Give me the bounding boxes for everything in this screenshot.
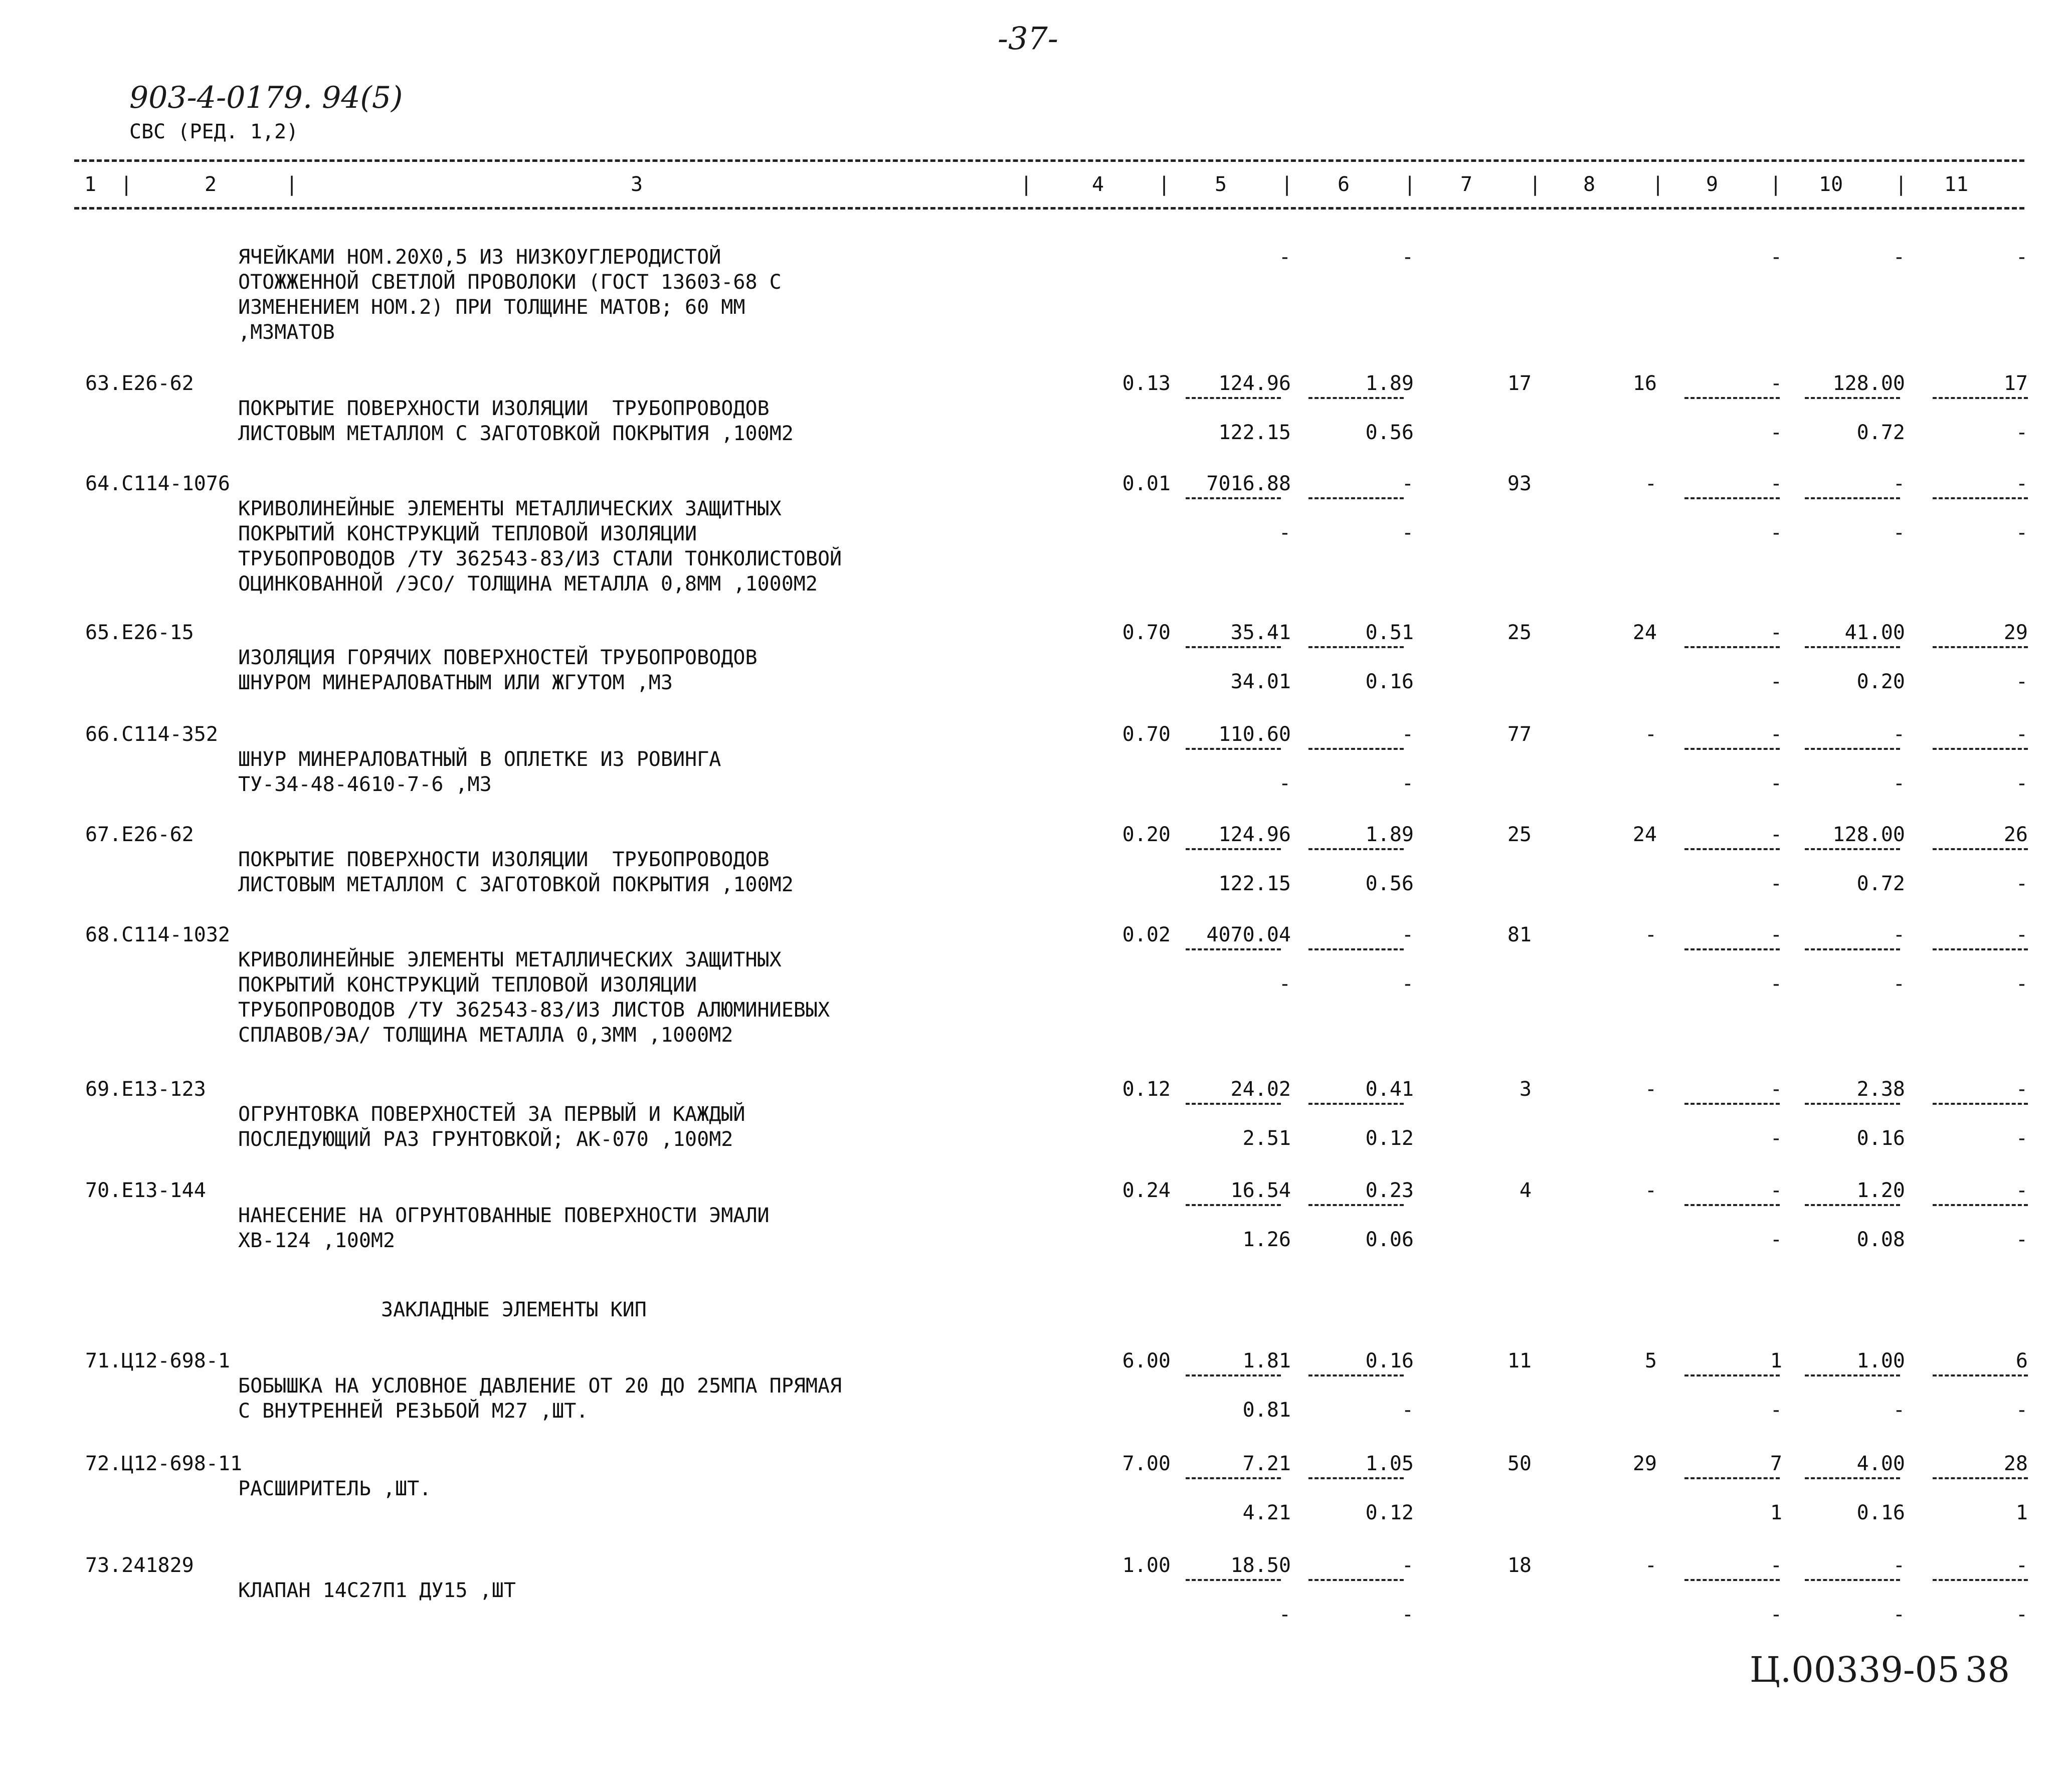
cell-c11b: -	[2015, 521, 2028, 544]
cell-c7: 11	[1507, 1349, 1532, 1372]
column-number: 3	[631, 173, 643, 196]
cell-c10b: -	[1893, 772, 1905, 795]
column-separator: |	[1158, 173, 1171, 196]
column-number: 2	[205, 173, 217, 196]
cell-underline	[1684, 848, 1780, 850]
cell-c8: -	[1644, 923, 1657, 946]
cell-c9: -	[1770, 823, 1782, 846]
cell-c11b: -	[2015, 670, 2028, 693]
cell-underline	[1933, 1477, 2028, 1479]
column-separator: |	[1404, 173, 1416, 196]
cell-underline	[1186, 1204, 1281, 1206]
cell-c4: 0.12	[1122, 1078, 1171, 1101]
cell-underline	[1186, 397, 1281, 399]
cell-c10b: -	[1893, 972, 1905, 996]
section-title: ЗАКЛАДНЫЕ ЭЛЕМЕНТЫ КИП	[381, 1298, 647, 1321]
cell-c11: -	[2015, 723, 2028, 746]
cell-c5b: -	[1278, 521, 1291, 544]
cell-c11: -	[2015, 1554, 2028, 1577]
cell-c5b: 0.81	[1242, 1399, 1291, 1422]
cell-underline	[1308, 646, 1404, 648]
cell-underline	[1684, 1204, 1780, 1206]
cell-c11b: -	[2015, 1399, 2028, 1422]
cell-underline	[1805, 1204, 1900, 1206]
cell-c7: 3	[1519, 1078, 1532, 1101]
cell-c5b: 2.51	[1242, 1127, 1291, 1150]
cell-underline	[1805, 848, 1900, 850]
cell-c8: -	[1644, 1078, 1657, 1101]
edition-label: СВС (РЕД. 1,2)	[129, 120, 299, 143]
cell-c6b: -	[1401, 521, 1414, 544]
cell-c7: 18	[1507, 1554, 1532, 1577]
row-description-line: БОБЫШКА НА УСЛОВНОЕ ДАВЛЕНИЕ ОТ 20 ДО 25МПА ПРЯМАЯ	[238, 1374, 842, 1398]
column-number: 4	[1092, 173, 1104, 196]
cell-c11b: -	[2015, 1127, 2028, 1150]
cell-c5: 7.21	[1242, 1452, 1291, 1475]
column-separator: |	[1770, 173, 1782, 196]
cell-c9: -	[1770, 621, 1782, 644]
row-code: 68.С114-1032	[85, 923, 230, 946]
row-code: 63.Е26-62	[85, 372, 194, 395]
cell-underline	[1186, 497, 1281, 499]
cell-c11: -	[2015, 923, 2028, 946]
cell-c11b: -	[2015, 1603, 2028, 1626]
cell-c5b: 122.15	[1218, 421, 1291, 444]
cell-c11b: -	[2015, 1228, 2028, 1251]
cell-c9b: -	[1770, 1127, 1782, 1150]
row-description-line: НАНЕСЕНИЕ НА ОГРУНТОВАННЫЕ ПОВЕРХНОСТИ ЭМАЛИ	[238, 1204, 770, 1227]
cell-c5: 18.50	[1230, 1554, 1291, 1577]
cell-c5b: -	[1278, 772, 1291, 795]
cell-c4: 6.00	[1122, 1349, 1171, 1372]
cell-c5: 1.81	[1242, 1349, 1291, 1372]
cell-c5b: 4.21	[1242, 1501, 1291, 1524]
document-code: 903-4-0179. 94(5)	[129, 80, 403, 115]
cell-c10: 1.00	[1856, 1349, 1905, 1372]
column-separator: |	[1895, 173, 1908, 196]
cell-c9: -	[1770, 372, 1782, 395]
row-description-line: КЛАПАН 14С27П1 ДУ15 ,ШТ	[238, 1579, 516, 1602]
cell-underline	[1308, 1103, 1404, 1105]
row-description-line: ПОКРЫТИЕ ПОВЕРХНОСТИ ИЗОЛЯЦИИ ТРУБОПРОВОДОВ	[238, 848, 770, 871]
cell-underline	[1684, 948, 1780, 950]
cell-underline	[1805, 948, 1900, 950]
column-separator: |	[1652, 173, 1664, 196]
row-description-line: ЯЧЕЙКАМИ НОМ.20Х0,5 ИЗ НИЗКОУГЛЕРОДИСТОЙ	[238, 246, 721, 269]
cell-c11: -	[2015, 1179, 2028, 1202]
cell-c10b: 0.16	[1856, 1127, 1905, 1150]
cell-c9b: -	[1770, 772, 1782, 795]
row-description-line: ПОКРЫТИЙ КОНСТРУКЦИЙ ТЕПЛОВОЙ ИЗОЛЯЦИИ	[238, 522, 697, 545]
cell-c10: 1.20	[1856, 1179, 1905, 1202]
cell-c11: 28	[2003, 1452, 2028, 1475]
cell-c9b: -	[1770, 1603, 1782, 1626]
cell-underline	[1308, 948, 1404, 950]
cell-c11b: 1	[2015, 1501, 2028, 1524]
cell-underline	[1308, 1374, 1404, 1376]
cell-c7: 77	[1507, 723, 1532, 746]
header-rule-top	[74, 159, 2024, 162]
cell-c6: 0.51	[1365, 621, 1414, 644]
cell-c5: 124.96	[1218, 823, 1291, 846]
column-separator: |	[286, 173, 298, 196]
cell-c4: 0.70	[1122, 723, 1171, 746]
column-number: 1	[84, 173, 97, 196]
row-description-line: ИЗМЕНЕНИЕМ НОМ.2) ПРИ ТОЛЩИНЕ МАТОВ; 60 ММ	[238, 296, 745, 319]
cell-c8: -	[1644, 723, 1657, 746]
cell-c10: -	[1893, 472, 1905, 495]
cell-c10b: -	[1893, 1399, 1905, 1422]
cell-c11: 6	[2015, 1349, 2028, 1372]
cell-underline	[1186, 1103, 1281, 1105]
cell-c8: 24	[1632, 621, 1657, 644]
column-separator: |	[1020, 173, 1033, 196]
cell-underline	[1684, 1579, 1780, 1581]
row-code: 64.С114-1076	[85, 472, 230, 495]
cell-c9b: 1	[1770, 1501, 1782, 1524]
cell-c11: 17	[2003, 372, 2028, 395]
cell-underline	[1933, 1103, 2028, 1105]
cell-c10b: 0.08	[1856, 1228, 1905, 1251]
cell-c9b: -	[1770, 872, 1782, 895]
row-description-line: ТУ-34-48-4610-7-6 ,М3	[238, 773, 492, 796]
cell-c8: -	[1644, 1179, 1657, 1202]
row-code: 67.Е26-62	[85, 823, 194, 846]
cell-c11: 29	[2003, 621, 2028, 644]
cell-c6b: 0.12	[1365, 1127, 1414, 1150]
cell-c6: -	[1401, 246, 1414, 269]
cell-c6: -	[1401, 723, 1414, 746]
cell-c7: 50	[1507, 1452, 1532, 1475]
cell-c10: -	[1893, 723, 1905, 746]
row-description-line: ОТОЖЖЕННОЙ СВЕТЛОЙ ПРОВОЛОКИ (ГОСТ 13603-68 С	[238, 271, 782, 294]
row-description-line: С ВНУТРЕННЕЙ РЕЗЬБОЙ М27 ,ШТ.	[238, 1400, 589, 1423]
cell-c10: -	[1893, 923, 1905, 946]
cell-c5: -	[1278, 246, 1291, 269]
cell-c10: 41.00	[1844, 621, 1905, 644]
cell-c9: 7	[1770, 1452, 1782, 1475]
cell-underline	[1308, 1579, 1404, 1581]
cell-c9: -	[1770, 723, 1782, 746]
cell-underline	[1805, 1579, 1900, 1581]
cell-c4: 0.20	[1122, 823, 1171, 846]
cell-c6b: 0.56	[1365, 872, 1414, 895]
cell-underline	[1308, 1204, 1404, 1206]
cell-underline	[1805, 748, 1900, 750]
cell-underline	[1186, 646, 1281, 648]
cell-c6: 1.89	[1365, 823, 1414, 846]
row-description-line: КРИВОЛИНЕЙНЫЕ ЭЛЕМЕНТЫ МЕТАЛЛИЧЕСКИХ ЗАЩИТНЫХ	[238, 497, 782, 520]
cell-underline	[1186, 1477, 1281, 1479]
column-number: 8	[1583, 173, 1596, 196]
sheet-number: 38	[1965, 1649, 2010, 1690]
cell-underline	[1186, 1579, 1281, 1581]
cell-underline	[1933, 1579, 2028, 1581]
cell-c10b: 0.72	[1856, 872, 1905, 895]
row-description-line: ИЗОЛЯЦИЯ ГОРЯЧИХ ПОВЕРХНОСТЕЙ ТРУБОПРОВОДОВ	[238, 646, 758, 669]
cell-underline	[1684, 397, 1780, 399]
cell-c6b: 0.16	[1365, 670, 1414, 693]
cell-c9: -	[1770, 246, 1782, 269]
column-separator: |	[1529, 173, 1542, 196]
cell-c4: 0.13	[1122, 372, 1171, 395]
row-code: 73.241829	[85, 1554, 194, 1577]
cell-c11: -	[2015, 1078, 2028, 1101]
row-description-line: ОЦИНКОВАННОЙ /ЭСО/ ТОЛЩИНА МЕТАЛЛА 0,8ММ ,1000М2	[238, 572, 818, 596]
cell-underline	[1933, 497, 2028, 499]
row-description-line: ТРУБОПРОВОДОВ /ТУ 362543-83/ИЗ СТАЛИ ТОНКОЛИСТОВОЙ	[238, 547, 842, 570]
row-description-line: ТРУБОПРОВОДОВ /ТУ 362543-83/ИЗ ЛИСТОВ АЛЮМИНИЕВЫХ	[238, 999, 830, 1022]
cell-c6: -	[1401, 472, 1414, 495]
row-code: 69.Е13-123	[85, 1078, 206, 1101]
cell-c7: 25	[1507, 823, 1532, 846]
cell-c5b: -	[1278, 972, 1291, 996]
cell-c11b: -	[2015, 872, 2028, 895]
cell-c6: 0.16	[1365, 1349, 1414, 1372]
cell-c8: 16	[1632, 372, 1657, 395]
cell-underline	[1186, 1374, 1281, 1376]
cell-c4: 0.02	[1122, 923, 1171, 946]
cell-c8: -	[1644, 472, 1657, 495]
cell-c9b: -	[1770, 1228, 1782, 1251]
cell-c9b: -	[1770, 1399, 1782, 1422]
cell-c9: 1	[1770, 1349, 1782, 1372]
cell-underline	[1684, 748, 1780, 750]
cell-underline	[1933, 397, 2028, 399]
cell-c9b: -	[1770, 670, 1782, 693]
cell-underline	[1933, 948, 2028, 950]
cell-c10b: 0.72	[1856, 421, 1905, 444]
cell-c6: -	[1401, 923, 1414, 946]
row-description-line: ШНУР МИНЕРАЛОВАТНЫЙ В ОПЛЕТКЕ ИЗ РОВИНГА	[238, 748, 721, 771]
cell-c6b: 0.12	[1365, 1501, 1414, 1524]
cell-c8: 5	[1644, 1349, 1657, 1372]
cell-c10b: -	[1893, 1603, 1905, 1626]
page-number: -37-	[998, 20, 1058, 57]
row-description-line: ,М3МАТОВ	[238, 321, 335, 344]
cell-c11b: -	[2015, 972, 2028, 996]
cell-c9: -	[1770, 923, 1782, 946]
row-description-line: ХВ-124 ,100М2	[238, 1229, 396, 1252]
cell-c11: -	[2015, 472, 2028, 495]
cell-underline	[1933, 1374, 2028, 1376]
cell-c10b: -	[1893, 521, 1905, 544]
cell-c6: 0.23	[1365, 1179, 1414, 1202]
row-description-line: ПОКРЫТИЙ КОНСТРУКЦИЙ ТЕПЛОВОЙ ИЗОЛЯЦИИ	[238, 973, 697, 997]
cell-c9b: -	[1770, 521, 1782, 544]
row-code: 71.Ц12-698-1	[85, 1349, 230, 1372]
row-description-line: ОГРУНТОВКА ПОВЕРХНОСТЕЙ ЗА ПЕРВЫЙ И КАЖДЫЙ	[238, 1103, 745, 1126]
cell-underline	[1308, 497, 1404, 499]
cell-underline	[1805, 1374, 1900, 1376]
cell-c5: 24.02	[1230, 1078, 1291, 1101]
column-number: 6	[1338, 173, 1350, 196]
sheet-stamp: Ц.00339-05	[1750, 1649, 1960, 1690]
cell-underline	[1186, 948, 1281, 950]
row-description-line: КРИВОЛИНЕЙНЫЕ ЭЛЕМЕНТЫ МЕТАЛЛИЧЕСКИХ ЗАЩИТНЫХ	[238, 948, 782, 971]
cell-c5: 4070.04	[1206, 923, 1291, 946]
cell-c6: 1.05	[1365, 1452, 1414, 1475]
row-description-line: ЛИСТОВЫМ МЕТАЛЛОМ С ЗАГОТОВКОЙ ПОКРЫТИЯ ,100М2	[238, 422, 794, 445]
cell-c11b: -	[2015, 772, 2028, 795]
cell-c6b: -	[1401, 972, 1414, 996]
cell-c6: -	[1401, 1554, 1414, 1577]
column-number: 11	[1944, 173, 1969, 196]
cell-underline	[1684, 497, 1780, 499]
cell-c10: 2.38	[1856, 1078, 1905, 1101]
cell-underline	[1186, 848, 1281, 850]
cell-underline	[1805, 646, 1900, 648]
header-rule-bottom	[74, 207, 2024, 210]
cell-underline	[1308, 1477, 1404, 1479]
cell-c8: 29	[1632, 1452, 1657, 1475]
cell-c11b: -	[2015, 421, 2028, 444]
cell-c8: -	[1644, 1554, 1657, 1577]
cell-c10b: 0.16	[1856, 1501, 1905, 1524]
cell-c8: 24	[1632, 823, 1657, 846]
column-number: 9	[1706, 173, 1719, 196]
row-description-line: ПОКРЫТИЕ ПОВЕРХНОСТИ ИЗОЛЯЦИИ ТРУБОПРОВОДОВ	[238, 397, 770, 420]
cell-c7: 25	[1507, 621, 1532, 644]
cell-c5: 7016.88	[1206, 472, 1291, 495]
cell-c5b: 34.01	[1230, 670, 1291, 693]
row-description-line: ЛИСТОВЫМ МЕТАЛЛОМ С ЗАГОТОВКОЙ ПОКРЫТИЯ ,100М2	[238, 873, 794, 896]
cell-c7: 4	[1519, 1179, 1532, 1202]
row-code: 72.Ц12-698-11	[85, 1452, 243, 1475]
cell-c4: 7.00	[1122, 1452, 1171, 1475]
row-code: 70.Е13-144	[85, 1179, 206, 1202]
column-separator: |	[120, 173, 133, 196]
cell-c7: 93	[1507, 472, 1532, 495]
cell-c9b: -	[1770, 972, 1782, 996]
cell-c6b: -	[1401, 1399, 1414, 1422]
cell-c7: 81	[1507, 923, 1532, 946]
cell-c11: -	[2015, 246, 2028, 269]
cell-c6: 0.41	[1365, 1078, 1414, 1101]
cell-underline	[1805, 397, 1900, 399]
cell-c5b: 122.15	[1218, 872, 1291, 895]
cell-c11: 26	[2003, 823, 2028, 846]
cell-c5: 110.60	[1218, 723, 1291, 746]
cell-c4: 0.70	[1122, 621, 1171, 644]
cell-underline	[1186, 748, 1281, 750]
row-description-line: СПЛАВОВ/ЭА/ ТОЛЩИНА МЕТАЛЛА 0,3ММ ,1000М2	[238, 1024, 733, 1047]
cell-underline	[1308, 848, 1404, 850]
cell-c5: 35.41	[1230, 621, 1291, 644]
column-separator: |	[1281, 173, 1293, 196]
cell-c9: -	[1770, 1078, 1782, 1101]
row-description-line: ПОСЛЕДУЮЩИЙ РАЗ ГРУНТОВКОЙ; АК-070 ,100М2	[238, 1128, 733, 1151]
cell-c10: -	[1893, 246, 1905, 269]
cell-c9: -	[1770, 472, 1782, 495]
cell-c4: 0.01	[1122, 472, 1171, 495]
cell-underline	[1308, 748, 1404, 750]
cell-c10: -	[1893, 1554, 1905, 1577]
cell-underline	[1933, 1204, 2028, 1206]
cell-underline	[1684, 646, 1780, 648]
cell-c5: 124.96	[1218, 372, 1291, 395]
cell-c7: 17	[1507, 372, 1532, 395]
cell-underline	[1805, 1477, 1900, 1479]
row-description-line: РАСШИРИТЕЛЬ ,ШТ.	[238, 1477, 432, 1500]
cell-c10: 128.00	[1832, 372, 1905, 395]
row-code: 66.С114-352	[85, 723, 218, 746]
cell-underline	[1933, 646, 2028, 648]
column-number: 7	[1460, 173, 1473, 196]
cell-c4: 1.00	[1122, 1554, 1171, 1577]
cell-c5b: -	[1278, 1603, 1291, 1626]
cell-c6b: -	[1401, 772, 1414, 795]
cell-c9: -	[1770, 1554, 1782, 1577]
cell-c10: 128.00	[1832, 823, 1905, 846]
cell-underline	[1684, 1477, 1780, 1479]
cell-underline	[1684, 1374, 1780, 1376]
cell-c9: -	[1770, 1179, 1782, 1202]
cell-c6b: 0.06	[1365, 1228, 1414, 1251]
cell-c6: 1.89	[1365, 372, 1414, 395]
cell-underline	[1805, 497, 1900, 499]
cell-c4: 0.24	[1122, 1179, 1171, 1202]
row-code: 65.Е26-15	[85, 621, 194, 644]
cell-c10b: 0.20	[1856, 670, 1905, 693]
cell-c6b: 0.56	[1365, 421, 1414, 444]
cell-underline	[1308, 397, 1404, 399]
cell-underline	[1805, 1103, 1900, 1105]
cell-c9b: -	[1770, 421, 1782, 444]
cell-underline	[1933, 748, 2028, 750]
cell-c10: 4.00	[1856, 1452, 1905, 1475]
cell-c5: 16.54	[1230, 1179, 1291, 1202]
cell-underline	[1684, 1103, 1780, 1105]
column-number: 5	[1215, 173, 1227, 196]
cell-underline	[1933, 848, 2028, 850]
row-description-line: ШНУРОМ МИНЕРАЛОВАТНЫМ ИЛИ ЖГУТОМ ,М3	[238, 671, 673, 694]
cell-c5b: 1.26	[1242, 1228, 1291, 1251]
cell-c6b: -	[1401, 1603, 1414, 1626]
column-number: 10	[1819, 173, 1843, 196]
